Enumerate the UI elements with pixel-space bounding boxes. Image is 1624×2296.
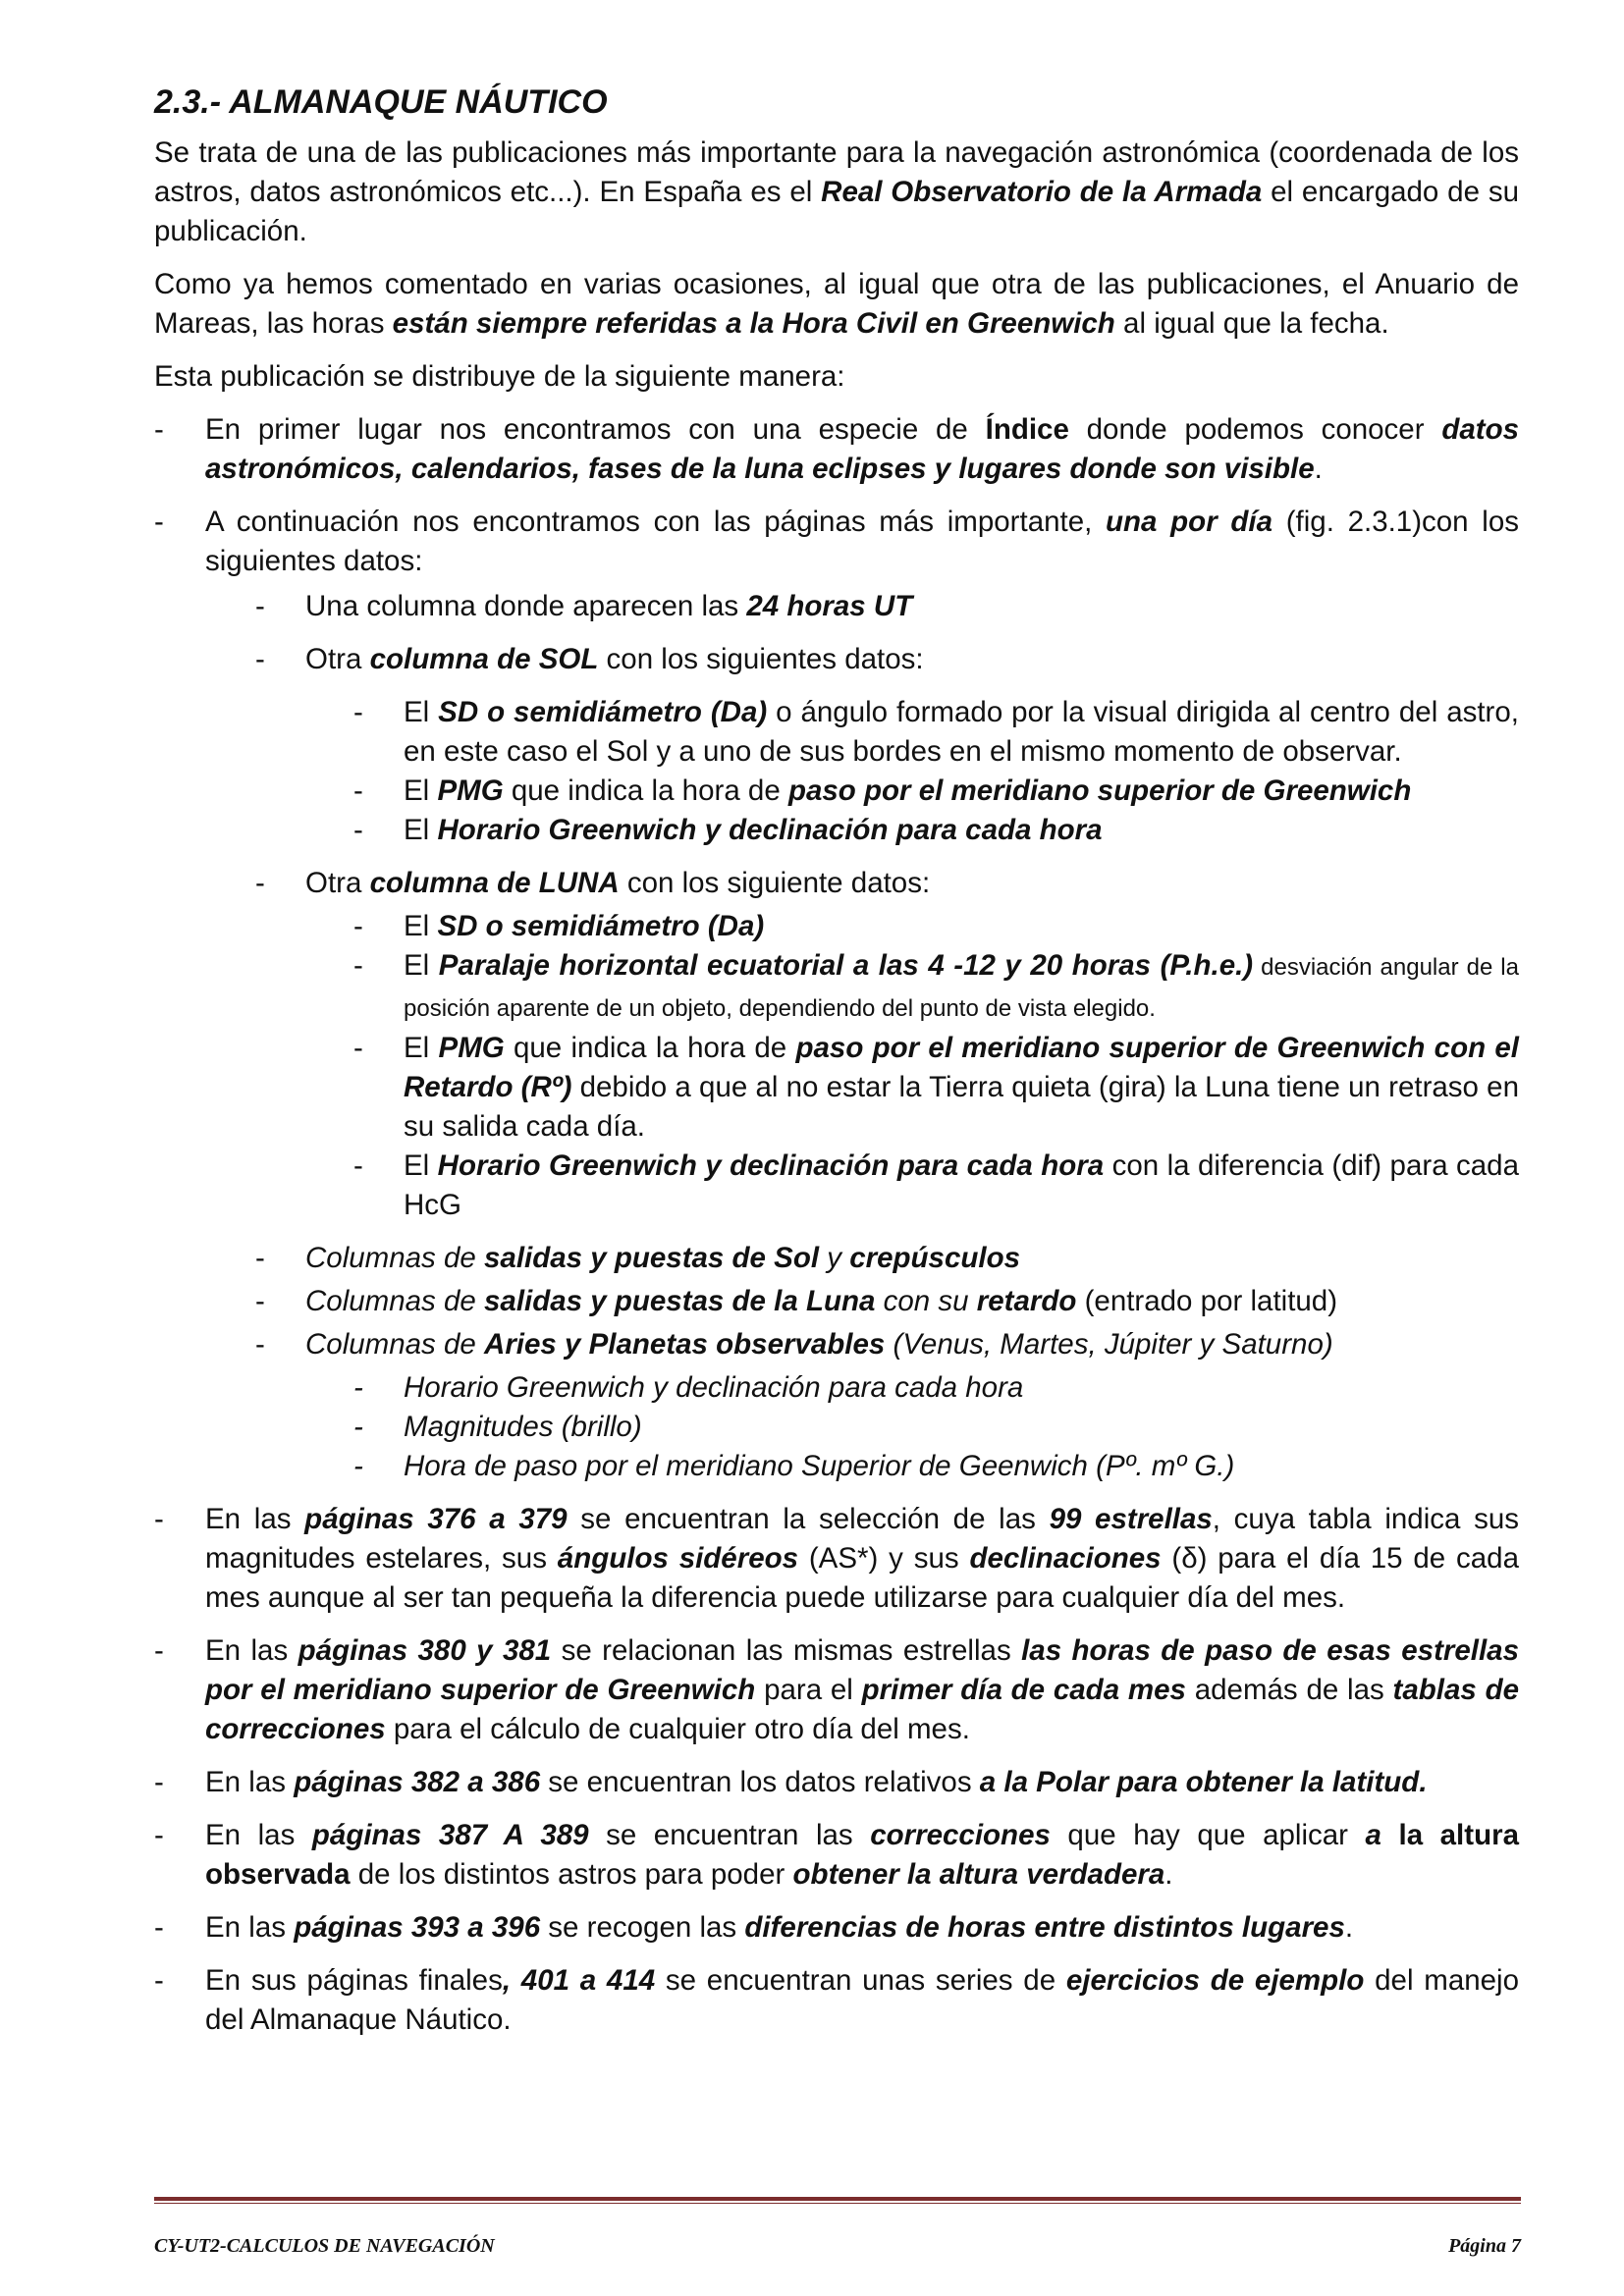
emphasis: Horario Greenwich y declinación para cada hora — [437, 1149, 1105, 1182]
sub-sublist-item — [353, 946, 1519, 1029]
list-item — [154, 1908, 1519, 1948]
page-number: Página 7 — [1448, 2235, 1521, 2257]
emphasis: la altura observada — [205, 1819, 1519, 1891]
document-body — [154, 79, 1519, 2054]
time-paragraph — [154, 265, 1519, 344]
emphasis: declinaciones — [969, 1542, 1162, 1575]
text: En las — [205, 1503, 305, 1535]
text: , cuya tabla indica sus magnitudes estelares, sus — [205, 1503, 1519, 1575]
list-item — [154, 1961, 1519, 2040]
text: Se trata de una de las publicaciones más importante para la navegación astronómica (coordenada de los astros, datos astronómicos etc...). En España es el — [154, 136, 1519, 208]
emphasis: una por día — [1106, 506, 1273, 538]
emphasis: datos astronómicos, calendarios, fases de la luna eclipses y lugares donde son visible — [205, 413, 1520, 485]
text: o ángulo formado por la visual dirigida al centro del astro, en este caso el Sol y a uno de sus bordes en el mismo momento de observar. — [404, 696, 1519, 768]
text: En sus páginas finales — [205, 1964, 503, 1997]
text: con los siguientes datos: — [598, 643, 924, 675]
text: y — [819, 1242, 850, 1274]
sublist-item — [255, 1325, 1519, 1486]
sublist-item — [255, 864, 1519, 1225]
text: Columnas de — [305, 1242, 485, 1274]
text: El — [404, 949, 439, 982]
emphasis: salidas y puestas de la Luna — [484, 1285, 876, 1317]
text: Una columna donde aparecen las — [305, 590, 747, 622]
emphasis: 24 horas UT — [746, 590, 913, 622]
emphasis: páginas 393 a 396 — [294, 1911, 541, 1944]
text: el encargado de su publicación. — [154, 176, 1519, 247]
text: al igual que la fecha. — [1114, 307, 1389, 340]
sublist-item — [255, 587, 1519, 626]
text: . — [1344, 1911, 1354, 1944]
moon-column-list — [305, 907, 1519, 1225]
emphasis: PMG — [437, 774, 504, 807]
text: con su — [875, 1285, 977, 1317]
text: . — [1314, 453, 1323, 485]
emphasis: Índice — [985, 413, 1069, 446]
text: se encuentran la selección de las — [567, 1503, 1050, 1535]
sub-sublist-item — [353, 1029, 1519, 1147]
text: Columnas de — [305, 1328, 485, 1361]
emphasis: SD o semidiámetro (Da) — [438, 696, 768, 728]
text: El — [404, 696, 439, 728]
page-footer — [154, 2226, 1521, 2266]
emphasis: a la Polar para obtener la latitud. — [979, 1766, 1428, 1798]
text: El — [404, 814, 438, 846]
text: Como ya hemos comentado en varias ocasiones, al igual que otra de las publicaciones, el Anuario de Mareas, las horas — [154, 268, 1519, 340]
emphasis: columna de LUNA — [369, 867, 620, 899]
sub-sublist-item — [353, 811, 1519, 850]
text: se recogen las — [540, 1911, 745, 1944]
sub-sublist-item: - Magnitudes (brillo) — [353, 1408, 1519, 1447]
emphasis: Paralaje horizontal ecuatorial a las 4 -12 y 20 horas (P.h.e.) — [438, 949, 1254, 982]
text: para el — [755, 1674, 862, 1706]
emphasis: páginas 382 a 386 — [294, 1766, 541, 1798]
intro-paragraph — [154, 133, 1519, 251]
emphasis: paso por el meridiano superior de Greenwich — [787, 774, 1412, 807]
text: con la diferencia (dif) para cada HcG — [404, 1149, 1519, 1221]
text: para el cálculo de cualquier otro día del mes. — [385, 1713, 970, 1745]
text: que hay que aplicar — [1050, 1819, 1366, 1851]
emphasis: paso por el meridiano superior de Greenwich con el Retardo (Rº) — [404, 1032, 1519, 1103]
text: debido a que al no estar la Tierra quieta (gira) la Luna tiene un retraso en su salida cada día. — [404, 1071, 1519, 1143]
sublist-item — [255, 640, 1519, 850]
text: se encuentran las — [588, 1819, 871, 1851]
list-item — [154, 1763, 1519, 1802]
text: Columnas de — [305, 1285, 485, 1317]
emphasis: Horario Greenwich y declinación para cada hora — [437, 814, 1103, 846]
emphasis: Aries y Planetas observables — [484, 1328, 886, 1361]
text: El — [404, 774, 438, 807]
text: se encuentran los datos relativos — [540, 1766, 980, 1798]
text: (entrado por latitud) — [1076, 1285, 1338, 1317]
text: En las — [205, 1766, 295, 1798]
daily-page-sublist — [205, 587, 1519, 1486]
text: (Venus, Martes, Júpiter y Saturno) — [885, 1328, 1333, 1361]
text: se encuentran unas series de — [655, 1964, 1066, 1997]
emphasis: SD o semidiámetro (Da) — [437, 910, 765, 942]
emphasis: ángulos sidéreos — [557, 1542, 799, 1575]
footer-rule — [154, 2197, 1521, 2201]
emphasis: PMG — [438, 1032, 505, 1064]
text: del manejo del Almanaque Náutico. — [205, 1964, 1520, 2036]
sub-sublist-item — [353, 1147, 1519, 1225]
emphasis: ejercicios de ejemplo — [1065, 1964, 1365, 1997]
text: con los siguiente datos: — [619, 867, 931, 899]
emphasis: 99 estrellas — [1049, 1503, 1213, 1535]
text: . — [1164, 1858, 1173, 1891]
emphasis: están siempre referidas a la Hora Civil en Greenwich — [392, 307, 1115, 340]
sub-sublist-item — [353, 772, 1519, 811]
list-item — [154, 1631, 1519, 1749]
emphasis: páginas 376 a 379 — [304, 1503, 568, 1535]
text: El — [404, 1032, 439, 1064]
text: (AS*) y sus — [798, 1542, 970, 1575]
emphasis: columna de SOL — [369, 643, 599, 675]
emphasis: páginas 380 y 381 — [298, 1634, 552, 1667]
emphasis: obtener la altura verdadera — [792, 1858, 1165, 1891]
sub-sublist-item — [353, 693, 1519, 772]
text: se relacionan las mismas estrellas — [551, 1634, 1022, 1667]
text: de los distintos astros para poder — [350, 1858, 793, 1891]
emphasis: a — [1365, 1819, 1381, 1851]
footer-rule-thin — [154, 2203, 1521, 2204]
text: que indica la hora de — [503, 774, 788, 807]
emphasis: salidas y puestas de Sol — [484, 1242, 820, 1274]
sublist-item — [255, 1282, 1519, 1321]
text: En las — [205, 1634, 298, 1667]
text: En primer lugar nos encontramos con una especie de — [205, 413, 986, 446]
planets-column-list — [305, 1368, 1519, 1486]
section-title: 2.3.- ALMANAQUE NÁUTICO — [154, 83, 608, 121]
emphasis: diferencias de horas entre distintos lugares — [744, 1911, 1345, 1944]
text: El — [404, 910, 438, 942]
list-item — [154, 1816, 1519, 1895]
list-item — [154, 1500, 1519, 1618]
emphasis: primer día de cada mes — [861, 1674, 1186, 1706]
sublist-item — [255, 1239, 1519, 1278]
emphasis: tablas de correcciones — [205, 1674, 1520, 1745]
text: El — [404, 1149, 438, 1182]
text: En las — [205, 1819, 312, 1851]
sun-column-list — [305, 693, 1519, 850]
emphasis: páginas 387 A 389 — [311, 1819, 589, 1851]
emphasis: retardo — [976, 1285, 1077, 1317]
text: (δ) para el día 15 de cada mes aunque al ser tan pequeña la diferencia puede utilizarse para cualquier día del mes. — [205, 1542, 1519, 1614]
list-item — [154, 503, 1519, 1486]
text: En las — [205, 1911, 295, 1944]
emphasis: , 401 a 414 — [502, 1964, 656, 1997]
distribution-list — [154, 410, 1519, 2040]
footer-course-label: CY-UT2-CALCULOS DE NAVEGACIÓN — [154, 2235, 495, 2257]
text: desviación angular de la posición aparente de un objeto, dependiendo del punto de vista elegido. — [404, 954, 1519, 1022]
sub-sublist-item: - Hora de paso por el meridiano Superior de Geenwich (Pº. mº G.) — [353, 1447, 1519, 1486]
text: (fig. 2.3.1)con los siguientes datos: — [205, 506, 1519, 577]
sub-sublist-item — [353, 907, 1519, 946]
emphasis: Real Observatorio de la Armada — [821, 176, 1263, 208]
text: que indica la hora de — [504, 1032, 796, 1064]
sub-sublist-item: - Horario Greenwich y declinación para cada hora — [353, 1368, 1519, 1408]
emphasis: correcciones — [870, 1819, 1051, 1851]
emphasis: crepúsculos — [849, 1242, 1021, 1274]
text: donde podemos conocer — [1068, 413, 1442, 446]
text: Otra — [305, 867, 370, 899]
emphasis: las horas de paso de esas estrellas por el meridiano superior de Greenwich — [205, 1634, 1519, 1706]
text: además de las — [1185, 1674, 1393, 1706]
list-item — [154, 410, 1519, 489]
text: A continuación nos encontramos con las páginas más importante, — [205, 506, 1107, 538]
text: Otra — [305, 643, 370, 675]
distribution-paragraph: Esta publicación se distribuye de la siguiente manera: — [154, 360, 845, 393]
